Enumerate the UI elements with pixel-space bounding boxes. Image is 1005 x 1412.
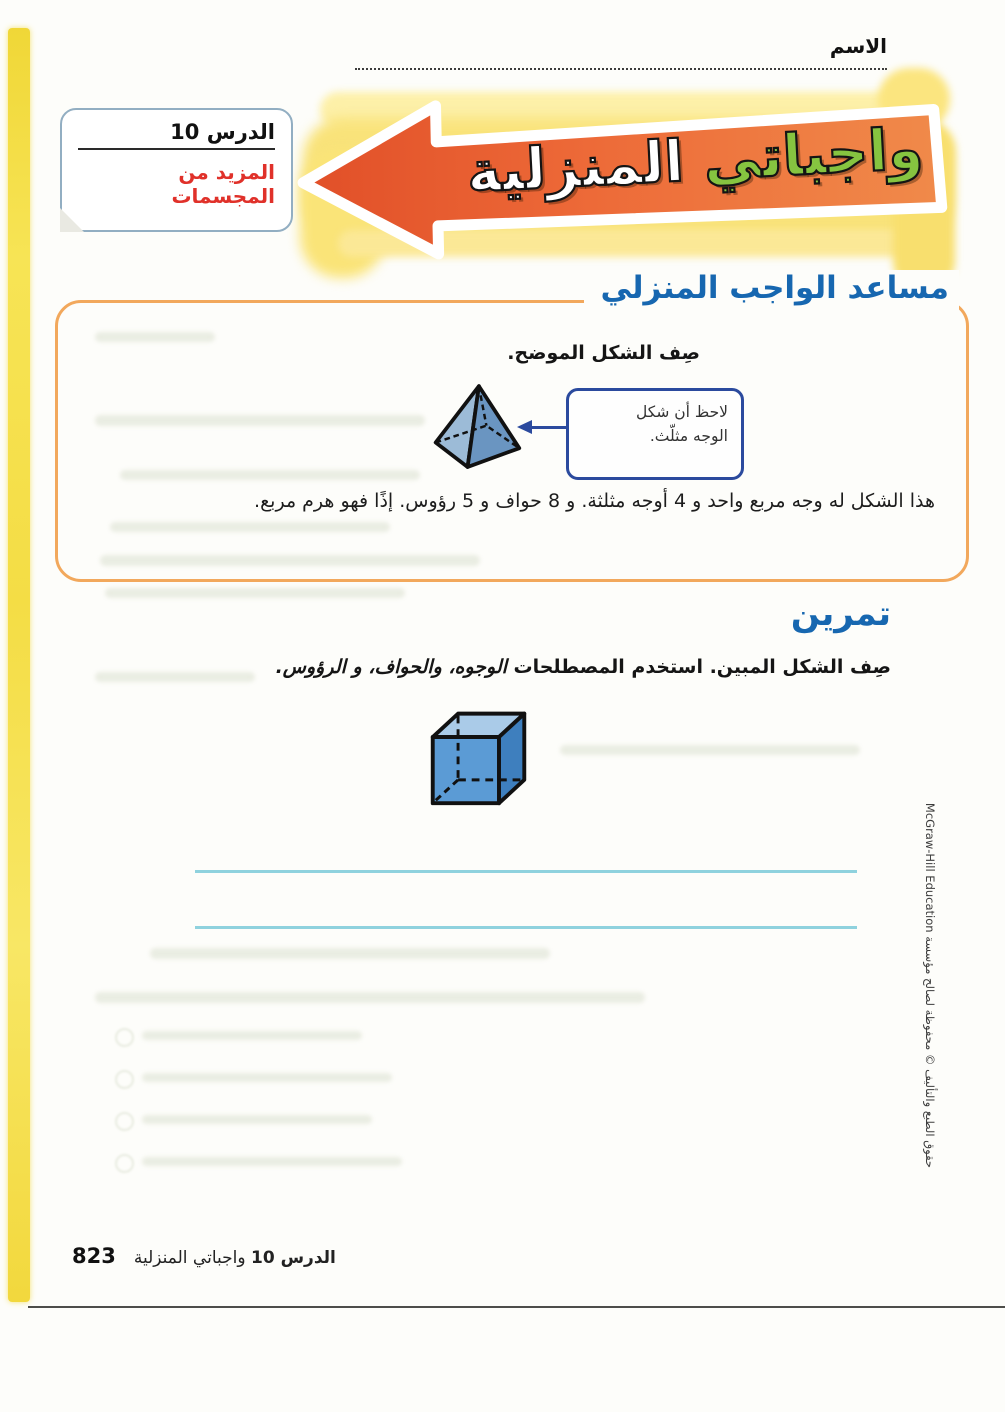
page-bottom-edge — [28, 1306, 1005, 1308]
bleedthrough-mark — [95, 992, 645, 1003]
callout-arrow — [531, 426, 567, 429]
exercise-heading: تمرين — [790, 594, 891, 634]
bleedthrough-mark — [560, 745, 860, 755]
callout-arrow-head-icon — [517, 420, 532, 434]
answer-line-1[interactable] — [195, 870, 857, 873]
bleedthrough-circle — [115, 1154, 134, 1173]
lesson-title: المزيد من المجسمات — [171, 160, 275, 208]
bleedthrough-mark — [150, 948, 550, 959]
callout-note-box — [566, 388, 744, 480]
bleedthrough-circle — [115, 1070, 134, 1089]
answer-line-2[interactable] — [195, 926, 857, 929]
name-write-line[interactable] — [355, 46, 887, 70]
bleedthrough-circle — [115, 1112, 134, 1131]
bleedthrough-mark — [142, 1073, 392, 1082]
bleedthrough-mark — [142, 1115, 372, 1124]
bleedthrough-mark — [105, 588, 405, 598]
bleedthrough-mark — [142, 1031, 362, 1040]
banner-word-home: المنزلية — [465, 128, 686, 206]
callout-line2: الوجه مثلّث. — [649, 427, 728, 446]
footer-lesson-number: الدرس 10 — [250, 1248, 336, 1268]
copyright-vertical-text: حقوق الطبع والتأليف © محفوظة لصالح مؤسسة McGraw-Hill Education — [923, 802, 937, 1168]
helper-prompt: صِف الشكل الموضح. — [507, 342, 700, 364]
lesson-divider-line — [78, 148, 275, 150]
page-fold-corner — [60, 208, 84, 232]
helper-explanation: هذا الشكل له وجه مربع واحد و 4 أوجه مثلثة. و 8 حواف و 5 رؤوس. إذًا فهو هرم مربع. — [254, 490, 935, 512]
helper-section-heading: مساعد الواجب المنزلي — [584, 270, 959, 312]
bleedthrough-circle — [115, 1028, 134, 1047]
square-pyramid-figure — [430, 380, 524, 475]
page-footer — [72, 1244, 336, 1268]
page-number: 823 — [72, 1244, 116, 1268]
bleedthrough-mark — [142, 1157, 402, 1166]
exercise-prompt-terms: الوجوه، والحواف، و الرؤوس. — [275, 656, 507, 678]
left-yellow-edge-band — [8, 28, 30, 1302]
lesson-info-box — [60, 108, 293, 232]
footer-lesson-name: واجباتي المنزلية — [133, 1248, 246, 1268]
name-label: الاسم — [829, 34, 887, 58]
bleedthrough-mark — [95, 672, 255, 682]
cube-figure — [422, 700, 536, 812]
banner-word-homework: واجباتي — [701, 116, 925, 194]
callout-line1: لاحظ أن شكل — [636, 403, 728, 421]
footer-lesson-title — [134, 1248, 336, 1268]
exercise-prompt-text: صِف الشكل المبين. استخدم المصطلحات — [506, 656, 891, 678]
lesson-number-label: الدرس 10 — [170, 120, 275, 144]
